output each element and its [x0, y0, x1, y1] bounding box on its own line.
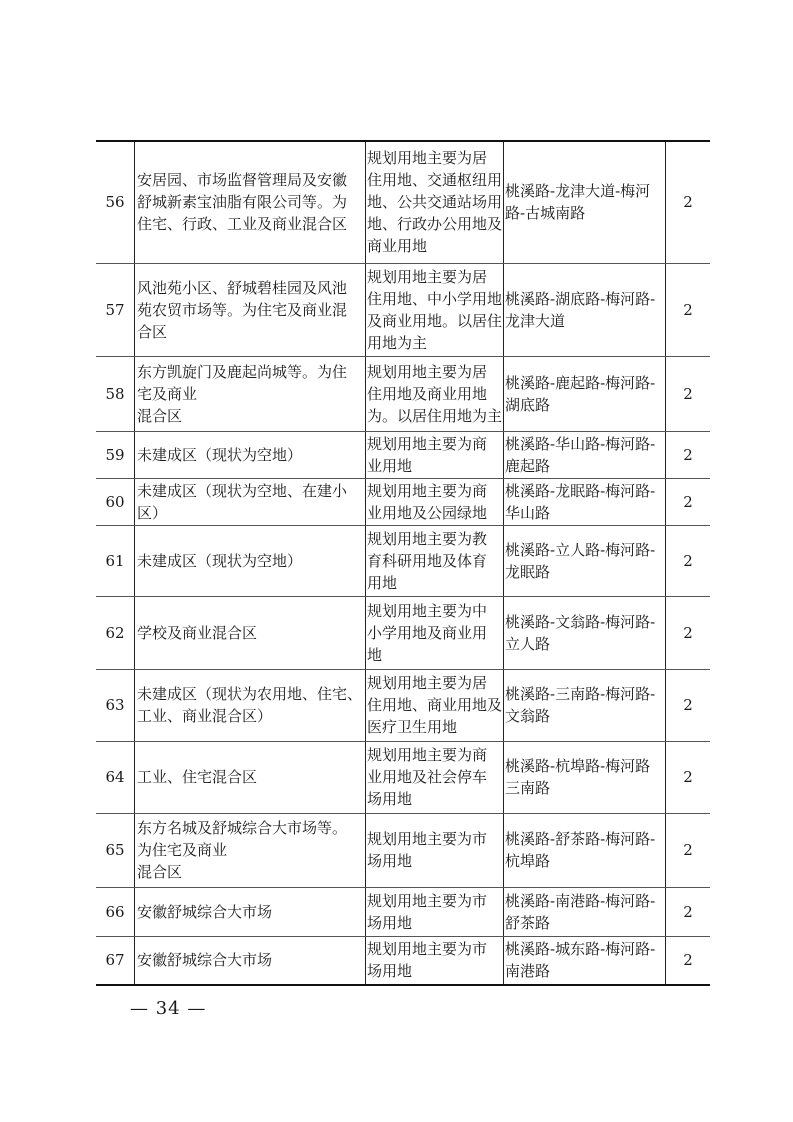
- row-number: 65: [96, 813, 135, 887]
- planned-land-use: [366, 263, 504, 356]
- zone-category: 2: [666, 887, 711, 936]
- planned-land-use: [366, 431, 504, 478]
- planned-land-use-text: 规划用地主要为市 场用地: [367, 891, 488, 932]
- zone-category: 2: [666, 263, 711, 356]
- road-boundary: [504, 596, 666, 669]
- table-row: [96, 936, 710, 985]
- planned-land-use-text: 规划用地主要为商 业用地及公园绿地: [367, 481, 488, 522]
- planned-land-use: [366, 936, 504, 985]
- area-description-text: 东方名城及舒城综合大市场等。 为住宅及商业 混合区: [137, 819, 348, 881]
- table-body: [96, 141, 710, 985]
- table-row: [96, 356, 710, 431]
- zone-category: 2: [666, 141, 711, 263]
- area-description: [135, 478, 366, 525]
- area-description-text: 未建成区（现状为空地）: [137, 445, 303, 464]
- zone-category: 2: [666, 669, 711, 741]
- planned-land-use: [366, 813, 504, 887]
- planned-land-use-text: 规划用地主要为市 场用地: [367, 830, 488, 870]
- area-description-text: 未建成区（现状为农用地、住宅、 工业、商业混合区）: [137, 685, 363, 725]
- road-boundary: [504, 887, 666, 936]
- area-description-text: 东方凯旋门及鹿起尚城等。为住 宅及商业 混合区: [137, 362, 348, 425]
- row-number: 57: [96, 263, 135, 356]
- row-number: 66: [96, 887, 135, 936]
- planned-land-use: [366, 669, 504, 741]
- row-number: 60: [96, 478, 135, 525]
- table-row: [96, 813, 710, 887]
- road-boundary-text: 桃溪路-立人路-梅河路- 龙眠路: [505, 540, 656, 581]
- road-boundary: [504, 525, 666, 596]
- row-number: 56: [96, 141, 135, 263]
- road-boundary: [504, 741, 666, 813]
- row-number: 63: [96, 669, 135, 741]
- area-description: [135, 263, 366, 356]
- road-boundary: [504, 478, 666, 525]
- page-number: — 34 —: [130, 998, 207, 1019]
- planned-land-use: [366, 887, 504, 936]
- planned-land-use-text: 规划用地主要为居 住用地、交通枢纽用 地、公共交通站场用 地、行政办公用地及 商业用地: [367, 149, 503, 256]
- zone-category: 2: [666, 431, 711, 478]
- row-number: 58: [96, 356, 135, 431]
- table-row: [96, 478, 710, 525]
- area-description: [135, 525, 366, 596]
- area-description: [135, 356, 366, 431]
- area-description: [135, 141, 366, 263]
- table-row: [96, 596, 710, 669]
- area-description: [135, 431, 366, 478]
- planned-land-use: [366, 525, 504, 596]
- road-boundary-text: 桃溪路-舒茶路-梅河路- 杭埠路: [505, 830, 656, 870]
- planned-land-use-text: 规划用地主要为商 业用地: [367, 434, 488, 475]
- zone-category: 2: [666, 478, 711, 525]
- road-boundary: [504, 263, 666, 356]
- area-description-text: 未建成区（现状为空地）: [137, 551, 303, 570]
- area-description-text: 风池苑小区、舒城碧桂园及风池 苑农贸市场等。为住宅及商业混 合区: [137, 278, 348, 341]
- road-boundary: [504, 141, 666, 263]
- area-description-text: 工业、住宅混合区: [137, 768, 258, 786]
- planned-land-use-text: 规划用地主要为教 育科研用地及体育 用地: [367, 529, 488, 592]
- table-row: [96, 141, 710, 263]
- road-boundary-text: 桃溪路-城东路-梅河路- 南港路: [505, 940, 656, 981]
- area-description-text: 学校及商业混合区: [137, 623, 258, 642]
- row-number: 64: [96, 741, 135, 813]
- planned-land-use: [366, 741, 504, 813]
- zone-category: 2: [666, 596, 711, 669]
- area-description-text: 安徽舒城综合大市场: [137, 951, 273, 970]
- planned-land-use: [366, 478, 504, 525]
- area-description: [135, 813, 366, 887]
- planned-land-use-text: 规划用地主要为居 住用地、商业用地及 医疗卫生用地: [367, 674, 503, 736]
- planned-land-use-text: 规划用地主要为居 住用地、中小学用地 及商业用地。以居住 用地为主: [367, 267, 503, 352]
- road-boundary: [504, 356, 666, 431]
- road-boundary: [504, 813, 666, 887]
- planned-land-use-text: 规划用地主要为居 住用地及商业用地 为。以居住用地为主: [367, 362, 503, 425]
- road-boundary: [504, 669, 666, 741]
- area-description: [135, 741, 366, 813]
- planned-land-use-text: 规划用地主要为市 场用地: [367, 940, 488, 981]
- road-boundary: [504, 431, 666, 478]
- zone-category: 2: [666, 813, 711, 887]
- row-number: 59: [96, 431, 135, 478]
- zone-category: 2: [666, 741, 711, 813]
- area-description-text: 安居园、市场监督管理局及安徽 舒城新素宝油脂有限公司等。为 住宅、行政、工业及商业混合区: [137, 171, 348, 234]
- area-description: [135, 596, 366, 669]
- planned-land-use: [366, 596, 504, 669]
- road-boundary-text: 桃溪路-湖底路-梅河路- 龙津大道: [505, 289, 656, 330]
- zoning-table: [96, 140, 710, 986]
- table-row: [96, 887, 710, 936]
- planned-land-use-text: 规划用地主要为商 业用地及社会停车 场用地: [367, 746, 488, 808]
- road-boundary-text: 桃溪路-文翁路-梅河路- 立人路: [505, 612, 656, 653]
- area-description: [135, 887, 366, 936]
- zone-category: 2: [666, 525, 711, 596]
- area-description-text: 未建成区（现状为空地、在建小 区）: [137, 481, 348, 522]
- area-description-text: 安徽舒城综合大市场: [137, 902, 273, 921]
- road-boundary-text: 桃溪路-三南路-梅河路- 文翁路: [505, 685, 656, 725]
- table-row: [96, 431, 710, 478]
- road-boundary-text: 桃溪路-龙眠路-梅河路- 华山路: [505, 481, 656, 522]
- planned-land-use: [366, 356, 504, 431]
- area-description: [135, 936, 366, 985]
- table-row: [96, 525, 710, 596]
- table-row: [96, 741, 710, 813]
- road-boundary-text: 桃溪路-鹿起路-梅河路- 湖底路: [505, 373, 656, 414]
- area-description: [135, 669, 366, 741]
- row-number: 61: [96, 525, 135, 596]
- road-boundary-text: 桃溪路-华山路-梅河路- 鹿起路: [505, 434, 656, 475]
- road-boundary-text: 桃溪路-南港路-梅河路- 舒茶路: [505, 891, 656, 932]
- row-number: 62: [96, 596, 135, 669]
- table-row: [96, 263, 710, 356]
- zone-category: 2: [666, 356, 711, 431]
- planned-land-use: [366, 141, 504, 263]
- road-boundary-text: 桃溪路-龙津大道-梅河 路-古城南路: [505, 182, 651, 223]
- row-number: 67: [96, 936, 135, 985]
- planned-land-use-text: 规划用地主要为中 小学用地及商业用 地: [367, 601, 488, 664]
- road-boundary-text: 桃溪路-杭埠路-梅河路 三南路: [505, 757, 651, 797]
- zone-category: 2: [666, 936, 711, 985]
- road-boundary: [504, 936, 666, 985]
- table-row: [96, 669, 710, 741]
